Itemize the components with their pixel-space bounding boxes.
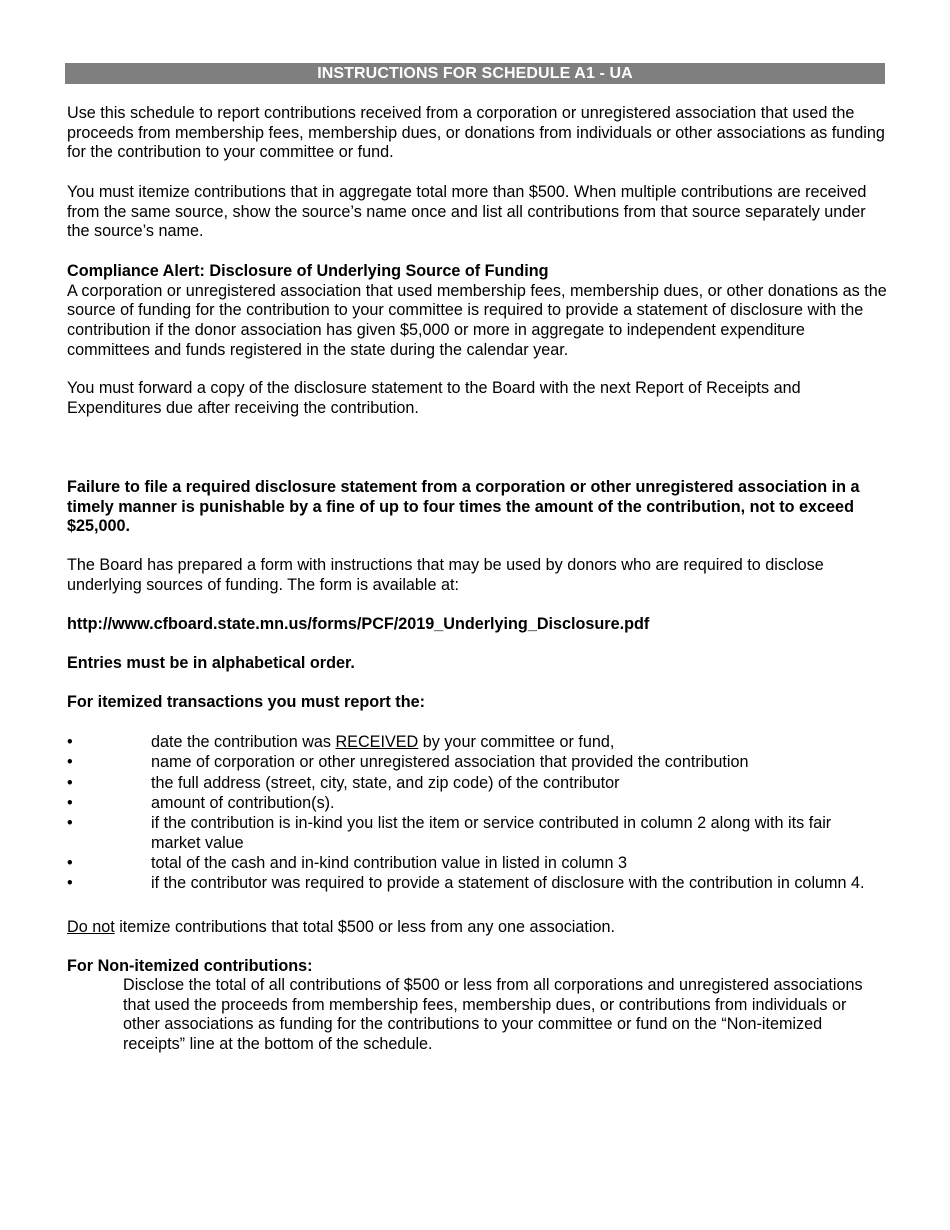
bullet-text: date the contribution was — [151, 733, 336, 751]
bullet-text: if the contribution is in-kind you list the item or service contributed in column 2 along with its fair market value — [151, 814, 832, 852]
itemized-heading: For itemized transactions you must report the: — [67, 693, 425, 711]
alphabetical-order-note: Entries must be in alphabetical order. — [67, 654, 355, 672]
bullet-icon: • — [67, 874, 73, 893]
bullet-text: the full address (street, city, state, and zip code) of the contributor — [151, 773, 620, 792]
compliance-alert-heading: Compliance Alert: Disclosure of Underlying Source of Funding — [67, 262, 549, 280]
schedule-title: INSTRUCTIONS FOR SCHEDULE A1 - UA — [65, 63, 885, 84]
list-item — [67, 753, 897, 773]
forward-copy-paragraph: You must forward a copy of the disclosure statement to the Board with the next Report of Receipts and Expenditures due after receiving the contribution. — [67, 379, 801, 417]
received-emphasis: RECEIVED — [335, 733, 419, 751]
list-item — [67, 854, 897, 874]
bullet-icon: • — [67, 753, 73, 772]
bullet-icon: • — [67, 773, 73, 792]
list-item — [67, 774, 897, 794]
bullet-icon: • — [67, 793, 73, 812]
penalty-paragraph: Failure to file a required disclosure statement from a corporation or other unregistered association in a timely manner is punishable by a fine of up to four times the amount of the contribution, not to exceed $25,000. — [67, 478, 860, 536]
list-item — [67, 794, 897, 814]
bullet-text: if the contributor was required to provide a statement of disclosure with the contribution in column 4. — [151, 874, 865, 893]
bullet-text: total of the cash and in-kind contribution value in listed in column 3 — [151, 854, 628, 873]
itemize-paragraph: You must itemize contributions that in aggregate total more than $500. When multiple contributions are received from the same source, show the source’s name once and list all contributions from that source separately under the source’s name. — [67, 183, 867, 241]
bullet-icon: • — [67, 814, 73, 833]
do-not-text: itemize contributions that total $500 or less from any one association. — [114, 918, 615, 936]
compliance-alert-body: A corporation or unregistered association that used membership fees, membership dues, or other donations as the source of funding for the contribution to your committee is required to provide a statement of disclosure with the contribution if the donor association has given $5,000 or more in aggregate to independent expenditure committees and funds registered in the state during the calendar year. — [67, 281, 887, 359]
do-not-itemize-paragraph — [67, 918, 889, 938]
bullet-text: name of corporation or other unregistered association that provided the contribution — [151, 753, 749, 772]
bullet-icon: • — [67, 854, 73, 873]
non-itemized-heading: For Non-itemized contributions: — [67, 957, 313, 975]
list-item — [67, 814, 897, 853]
compliance-alert — [67, 262, 889, 361]
list-item — [67, 733, 897, 753]
itemized-requirements-list — [67, 733, 897, 895]
form-url-link[interactable]: http://www.cfboard.state.mn.us/forms/PCF/2019_Underlying_Disclosure.pdf — [67, 615, 650, 633]
list-item — [67, 874, 897, 894]
do-not-emphasis: Do not — [67, 918, 115, 936]
intro-paragraph: Use this schedule to report contributions received from a corporation or unregistered association that used the proceeds from membership fees, membership dues, or donations from individuals or other associations as funding for the contribution to your committee or fund. — [67, 104, 885, 162]
bullet-icon: • — [67, 733, 73, 751]
form-available-paragraph: The Board has prepared a form with instructions that may be used by donors who are required to disclose underlying sources of funding. The form is available at: — [67, 556, 824, 594]
bullet-text: amount of contribution(s). — [151, 793, 335, 812]
bullet-text: by your committee or fund, — [418, 733, 615, 751]
non-itemized-body: Disclose the total of all contributions of $500 or less from all corporations and unregistered associations that used the proceeds from membership fees, membership dues, or contributions from individuals or other associations as funding for the contributions to your committee or fund on the “Non-itemized receipts” line at the bottom of the schedule. — [123, 976, 863, 1054]
